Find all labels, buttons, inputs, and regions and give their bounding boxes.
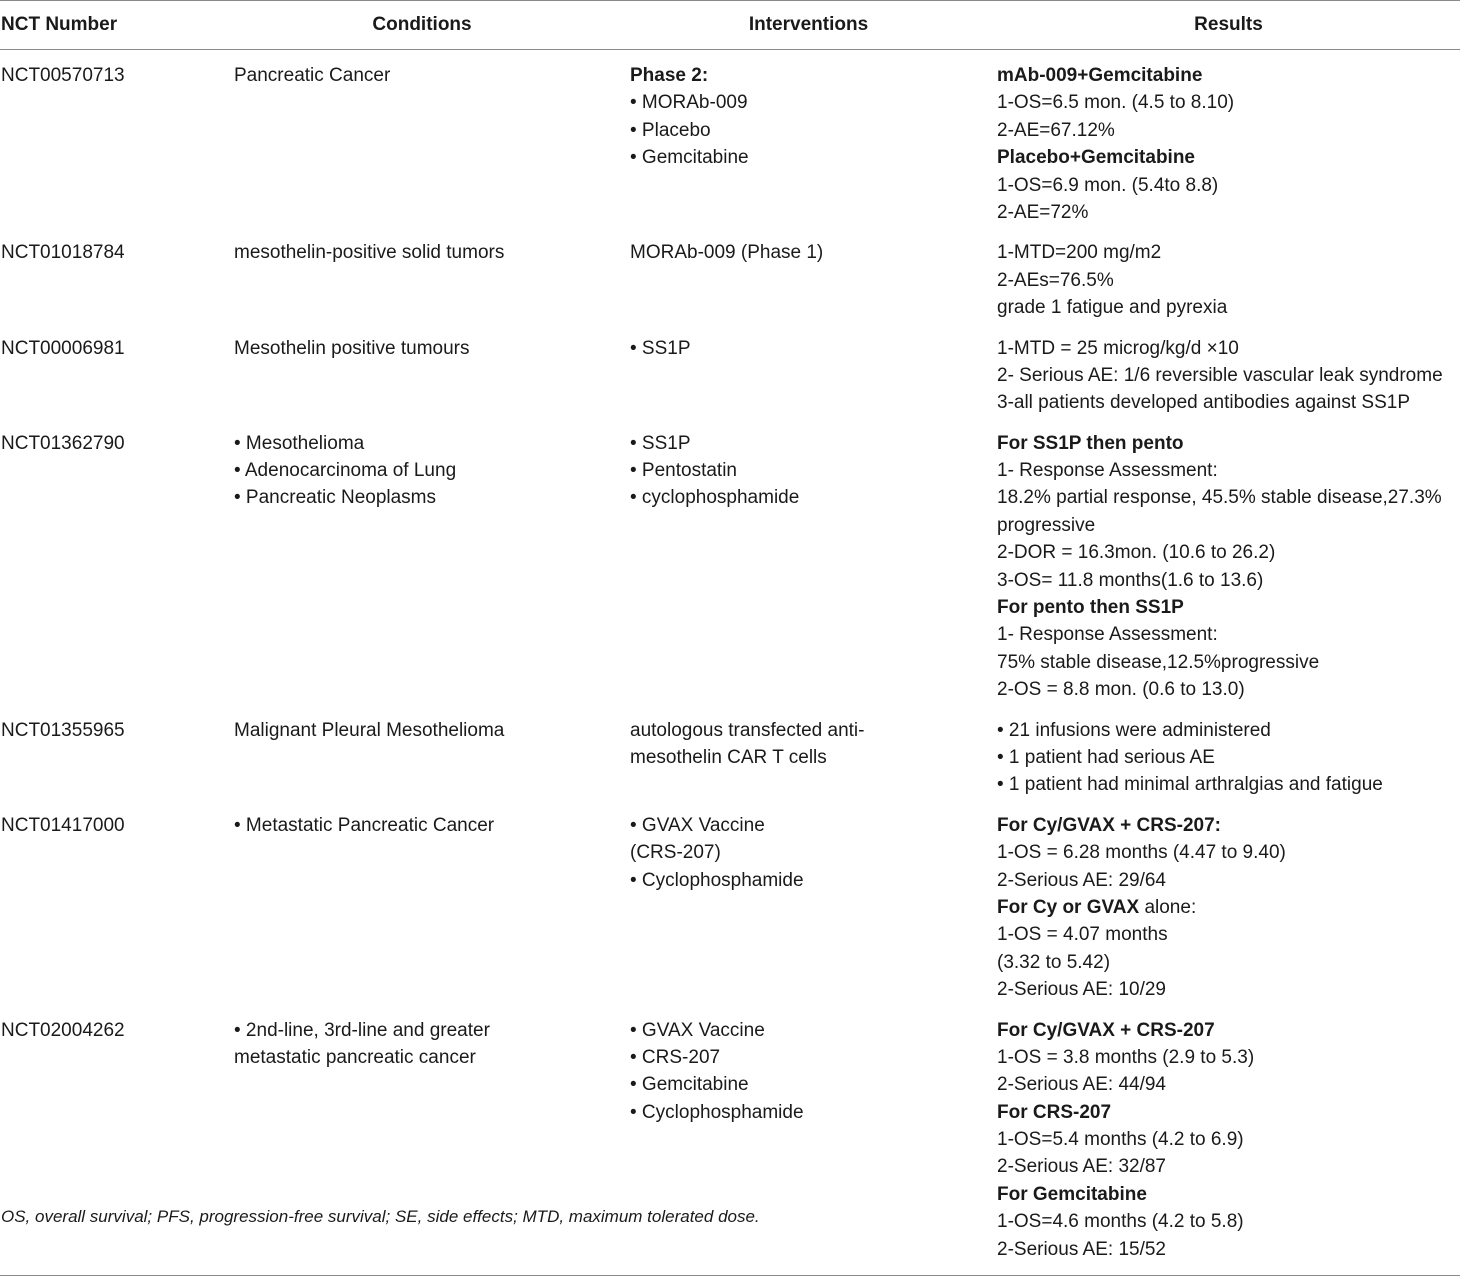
intervention-line: mesothelin CAR T cells: [630, 746, 827, 768]
intervention-line: • GVAX Vaccine: [630, 1019, 765, 1041]
header-results: Results: [997, 1, 1460, 50]
intervention-line: • Gemcitabine: [630, 147, 749, 169]
table-header-row: [0, 1, 1460, 50]
result-line: For CRS-207: [997, 1101, 1112, 1123]
intervention-line: • cyclophosphamide: [630, 487, 800, 509]
result-line: 1-OS=6.9 mon. (5.4to 8.8): [997, 174, 1219, 196]
result-line: 2-Serious AE: 15/52: [997, 1238, 1166, 1260]
table-row: [0, 1004, 1460, 1276]
result-line-rest: alone:: [1139, 896, 1197, 918]
result-line: 2-AEs=76.5%: [997, 269, 1114, 291]
nct-number: NCT01362790: [1, 432, 125, 454]
interventions-cell: [630, 226, 997, 321]
result-line: Placebo+Gemcitabine: [997, 147, 1195, 169]
interventions-cell: [630, 50, 997, 227]
result-line: 2-AE=72%: [997, 201, 1089, 223]
intervention-line: MORAb-009 (Phase 1): [630, 242, 824, 264]
result-line: 2- Serious AE: 1/6 reversible vascular leak syndrome: [997, 364, 1443, 386]
intervention-line: (CRS-207): [630, 842, 721, 864]
result-line: 18.2% partial response, 45.5% stable disease,27.3%: [997, 487, 1442, 509]
conditions-cell: [234, 1004, 630, 1276]
table-row: [0, 226, 1460, 321]
results-cell: [997, 50, 1460, 227]
result-line: 1- Response Assessment:: [997, 624, 1218, 646]
condition-line: Pancreatic Cancer: [234, 65, 391, 86]
result-line: 1- Response Assessment:: [997, 460, 1218, 482]
interventions-cell: [630, 799, 997, 1004]
result-line: progressive: [997, 514, 1096, 536]
nct-number: NCT01018784: [1, 242, 125, 264]
result-line: 3-OS= 11.8 months(1.6 to 13.6): [997, 569, 1264, 591]
result-line: • 1 patient had serious AE: [997, 746, 1215, 768]
conditions-cell: [234, 226, 630, 321]
condition-line: • Mesothelioma: [234, 432, 365, 454]
result-line: 1-MTD = 25 microg/kg/d ×10: [997, 337, 1239, 359]
intervention-line: • Cyclophosphamide: [630, 1101, 804, 1123]
nct-number-cell: [0, 226, 234, 321]
nct-number-cell: [0, 799, 234, 1004]
results-cell: [997, 226, 1460, 321]
conditions-cell: [234, 704, 630, 799]
nct-number-cell: [0, 417, 234, 704]
results-cell: [997, 417, 1460, 704]
result-line: For Cy/GVAX + CRS-207:: [997, 814, 1222, 836]
result-line: mAb-009+Gemcitabine: [997, 65, 1203, 86]
intervention-line: • Gemcitabine: [630, 1074, 749, 1096]
nct-number: NCT02004262: [1, 1019, 125, 1041]
result-line: • 1 patient had minimal arthralgias and fatigue: [997, 774, 1383, 796]
intervention-line: • MORAb-009: [630, 92, 748, 114]
nct-number-cell: [0, 704, 234, 799]
result-line: 3-all patients developed antibodies against SS1P: [997, 392, 1411, 414]
result-line: 2-Serious AE: 32/87: [997, 1156, 1166, 1178]
results-cell: [997, 799, 1460, 1004]
condition-line: • Adenocarcinoma of Lung: [234, 460, 457, 482]
result-line: 2-AE=67.12%: [997, 119, 1115, 141]
intervention-line: • Cyclophosphamide: [630, 869, 804, 891]
condition-line: • 2nd-line, 3rd-line and greater: [234, 1019, 490, 1041]
result-line: For pento then SS1P: [997, 597, 1184, 619]
intervention-line: Phase 2:: [630, 65, 709, 86]
result-line: (3.32 to 5.42): [997, 951, 1111, 973]
result-line: 2-Serious AE: 10/29: [997, 979, 1166, 1001]
result-line: 2-Serious AE: 29/64: [997, 869, 1166, 891]
intervention-line: • CRS-207: [630, 1046, 721, 1068]
nct-number-cell: [0, 322, 234, 417]
intervention-line: • GVAX Vaccine: [630, 814, 765, 836]
result-line: 1-OS=6.5 mon. (4.5 to 8.10): [997, 92, 1235, 114]
conditions-cell: [234, 799, 630, 1004]
condition-line: Mesothelin positive tumours: [234, 337, 470, 359]
result-line: • 21 infusions were administered: [997, 719, 1271, 741]
intervention-line: autologous transfected anti-: [630, 719, 865, 741]
interventions-cell: [630, 704, 997, 799]
result-line: 1-OS = 3.8 months (2.9 to 5.3): [997, 1046, 1255, 1068]
result-line: 75% stable disease,12.5%progressive: [997, 651, 1320, 673]
nct-number: NCT00570713: [1, 65, 125, 86]
result-line: 1-OS=4.6 months (4.2 to 5.8): [997, 1211, 1244, 1233]
nct-number-cell: [0, 1004, 234, 1276]
result-line: 1-MTD=200 mg/m2: [997, 242, 1162, 264]
intervention-line: • Placebo: [630, 119, 711, 141]
results-cell: [997, 1004, 1460, 1276]
nct-number: NCT00006981: [1, 337, 125, 359]
result-line: 2-OS = 8.8 mon. (0.6 to 13.0): [997, 679, 1245, 701]
result-line: [997, 894, 1460, 921]
condition-line: • Metastatic Pancreatic Cancer: [234, 814, 495, 836]
condition-line: • Pancreatic Neoplasms: [234, 487, 437, 509]
result-line: For Cy/GVAX + CRS-207: [997, 1019, 1215, 1041]
table-row: [0, 799, 1460, 1004]
interventions-cell: [630, 417, 997, 704]
table-footnote: OS, overall survival; PFS, progression-free survival; SE, side effects; MTD, maximum tolerated dose.: [1, 1207, 760, 1226]
nct-number-cell: [0, 50, 234, 227]
header-interventions: Interventions: [630, 1, 997, 50]
nct-number: NCT01355965: [1, 719, 125, 741]
results-cell: [997, 322, 1460, 417]
conditions-cell: [234, 322, 630, 417]
table-body: [0, 50, 1460, 1276]
interventions-cell: [630, 1004, 997, 1276]
result-line-bold-part: For Cy or GVAX: [997, 896, 1140, 918]
nct-number: NCT01417000: [1, 814, 125, 836]
condition-line: mesothelin-positive solid tumors: [234, 242, 505, 264]
table-row: [0, 50, 1460, 227]
result-line: For SS1P then pento: [997, 432, 1184, 454]
condition-line: metastatic pancreatic cancer: [234, 1046, 476, 1068]
header-conditions: Conditions: [234, 1, 630, 50]
table-row: [0, 417, 1460, 704]
result-line: 2-DOR = 16.3mon. (10.6 to 26.2): [997, 542, 1276, 564]
conditions-cell: [234, 50, 630, 227]
table-row: [0, 704, 1460, 799]
header-nct: NCT Number: [0, 1, 234, 50]
conditions-cell: [234, 417, 630, 704]
interventions-cell: [630, 322, 997, 417]
result-line: 2-Serious AE: 44/94: [997, 1074, 1166, 1096]
intervention-line: • SS1P: [630, 337, 691, 359]
condition-line: Malignant Pleural Mesothelioma: [234, 719, 505, 741]
intervention-line: • SS1P: [630, 432, 691, 454]
results-cell: [997, 704, 1460, 799]
result-line: 1-OS = 4.07 months: [997, 924, 1168, 946]
table-row: [0, 322, 1460, 417]
result-line: For Gemcitabine: [997, 1183, 1147, 1205]
intervention-line: • Pentostatin: [630, 460, 737, 482]
result-line: 1-OS = 6.28 months (4.47 to 9.40): [997, 842, 1286, 864]
result-line: grade 1 fatigue and pyrexia: [997, 297, 1228, 319]
result-line: 1-OS=5.4 months (4.2 to 6.9): [997, 1129, 1244, 1151]
